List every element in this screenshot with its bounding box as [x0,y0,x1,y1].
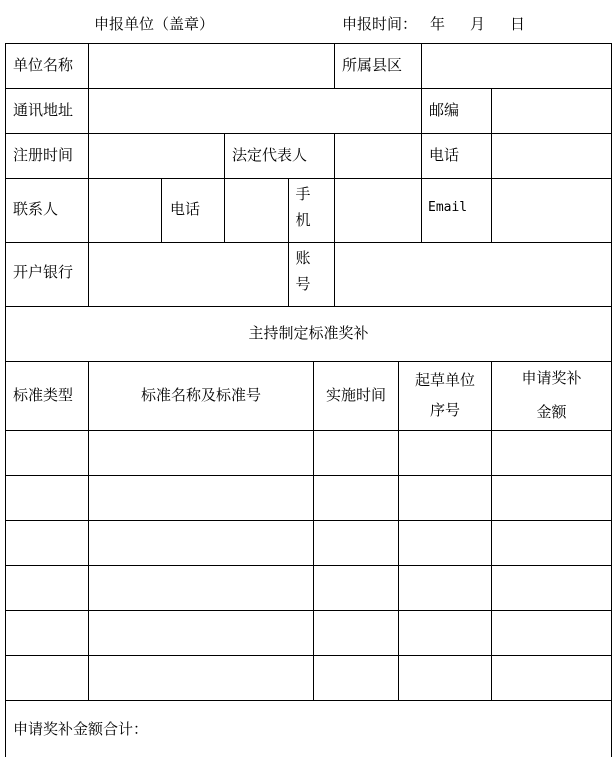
col-header-amount-unit: 金额 [536,403,567,421]
table-row[interactable] [6,566,611,610]
table-row[interactable] [6,521,611,565]
unit-name-label: 单位名称 [13,56,74,74]
col-divider [224,133,225,178]
total-label: 申请奖补金额合计： [13,720,149,738]
table-row[interactable] [6,431,611,475]
postcode-field[interactable] [492,89,611,133]
row-divider [5,306,612,307]
form-header [0,0,614,44]
postcode-label: 邮编 [429,101,460,119]
district-label: 所属县区 [342,56,403,74]
col-divider [288,178,289,242]
contact-label: 联系人 [13,200,59,218]
contact-field[interactable] [89,179,161,242]
col-divider [421,178,422,242]
border-right [611,43,612,757]
col-header-type: 标准类型 [13,386,74,404]
day-label: 日 [510,15,526,33]
col-header-drafter-seq: 序号 [429,401,460,419]
year-label: 年 [430,15,446,33]
email-label: Email [428,200,468,215]
contact-phone-label: 电话 [170,200,201,218]
district-field[interactable] [422,44,611,88]
account-label: 账号 [295,249,311,293]
phone-field[interactable] [492,134,611,178]
date-label: 申报时间： [342,15,418,33]
reg-time-label: 注册时间 [13,146,74,164]
application-form [5,43,612,757]
contact-phone-field[interactable] [225,179,288,242]
month-label: 月 [470,15,486,33]
phone-label: 电话 [429,146,460,164]
legal-rep-label: 法定代表人 [232,146,308,164]
col-divider [161,178,162,242]
account-field[interactable] [335,243,611,306]
address-label: 通讯地址 [13,101,74,119]
col-divider [421,88,422,133]
mobile-label: 手机 [295,185,311,229]
col-divider [421,133,422,178]
col-header-impl-time: 实施时间 [325,386,386,404]
col-header-amount: 申请奖补 [521,369,582,387]
bank-field[interactable] [89,243,288,306]
unit-name-field[interactable] [89,44,334,88]
legal-rep-field[interactable] [335,134,421,178]
mobile-field[interactable] [335,179,421,242]
address-field[interactable] [89,89,421,133]
section-title: 主持制定标准奖补 [248,324,369,342]
col-header-name: 标准名称及标准号 [140,386,261,404]
reg-time-field[interactable] [89,134,224,178]
email-field[interactable] [492,179,611,242]
table-row[interactable] [6,476,611,520]
total-field[interactable] [165,701,611,757]
col-divider [288,242,289,306]
table-row[interactable] [6,656,611,700]
applicant-unit-label: 申报单位（盖章） [94,15,215,33]
col-divider [334,43,335,88]
row-divider [5,361,612,362]
table-row[interactable] [6,611,611,655]
bank-label: 开户银行 [13,263,74,281]
col-header-drafter: 起草单位 [414,371,475,389]
